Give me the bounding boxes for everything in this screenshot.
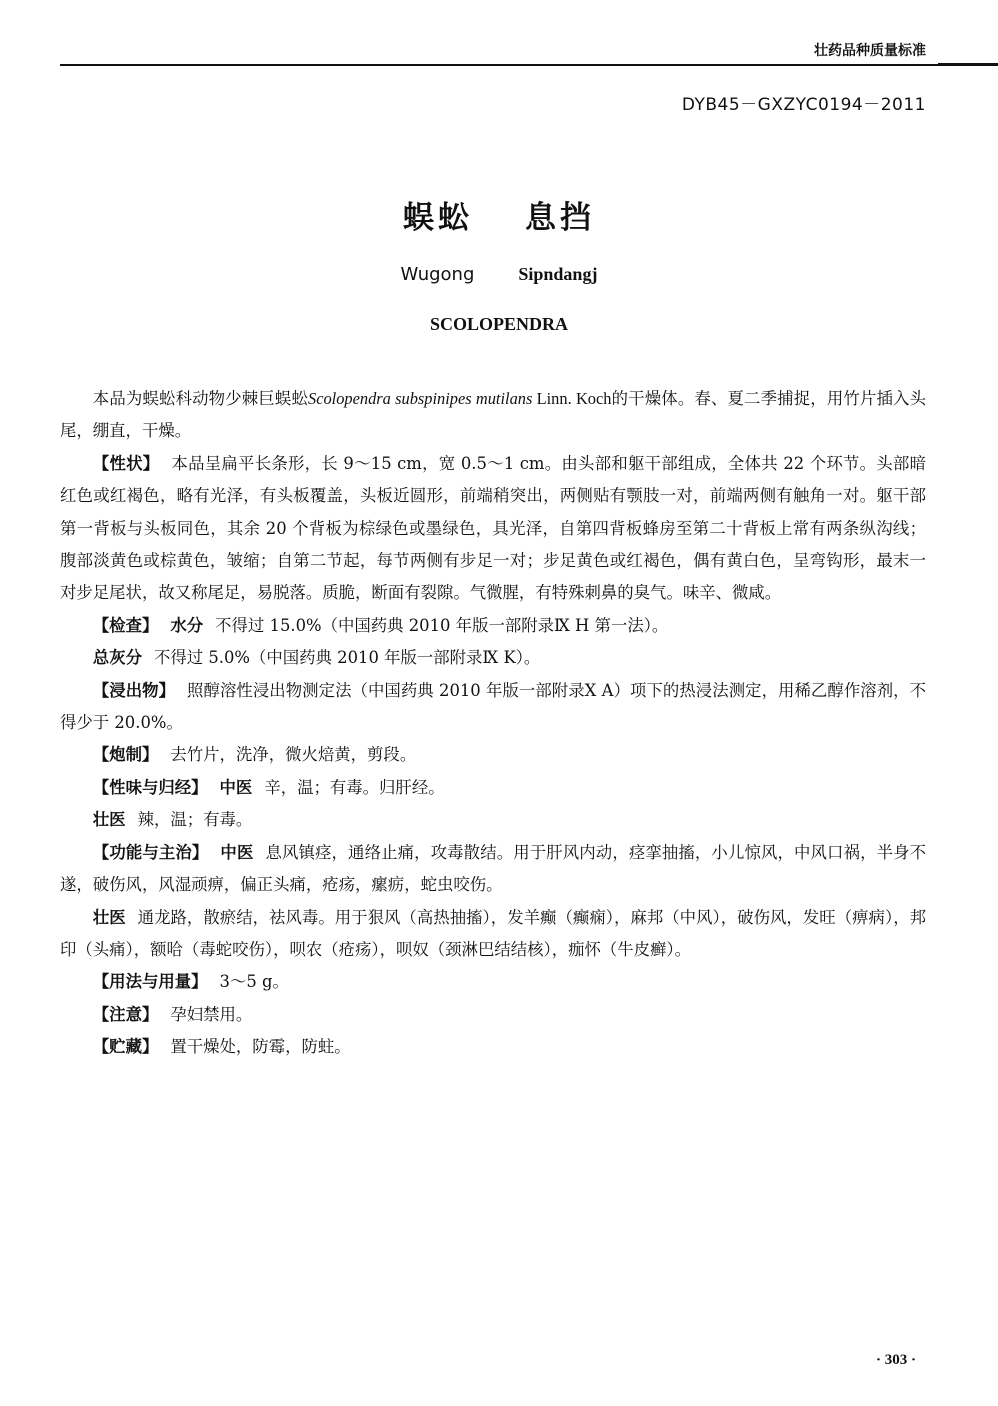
sub-label: 壮医: [92, 810, 126, 830]
species-author: Linn. Koch: [532, 389, 612, 408]
sub-label: 水分: [170, 615, 204, 635]
page-title: [0, 192, 998, 237]
section-xingwei-zhuang: 壮医 辣，温；有毒。: [92, 810, 253, 830]
sub-label: 中医: [219, 777, 253, 797]
section-jiancha: 【检查】 水分 不得过 15.0%（中国药典 2010 年版一部附录Ⅸ H 第一法）。: [92, 615, 669, 635]
section-xingwei: 【性味与归经】 中医 辛，温；有毒。归肝经。: [92, 777, 445, 797]
sub-label: 中医: [220, 842, 254, 862]
section-tag: 【炮制】: [92, 745, 159, 765]
header-rule: [60, 64, 940, 66]
section-yongfa: 【用法与用量】 3～5 g。: [92, 972, 289, 992]
section-tag: 【浸出物】: [92, 680, 176, 700]
section-zhuyi: 【注意】 孕妇禁用。: [92, 1004, 253, 1024]
section-xingzhuang: 【性状】 本品呈扁平长条形，长 9～15 cm，宽 0.5～1 cm。由头部和躯干部组成，全体共 22 个环节。头部暗红色或红褐色，略有光泽，有头板覆盖，头板近圆形，前端稍突出，两侧贴有颚肢一对，前端两侧有触角一对。躯干部第一背板与头板同色，其余 20 个背板为棕绿色或墨绿色，具光泽，自第四背板蜂房至第二十背板上常有两条纵沟线；腹部淡黄色或棕黄色，皱缩；自第二节起，每节两侧有步足一对；步足黄色或红褐色，偶有黄白色，呈弯钩形，最末一对步足尾状，故又称尾足，易脱落。质脆，断面有裂隙。气微腥，有特殊刺鼻的臭气。味辛、微咸。: [60, 453, 927, 603]
section-zhucang: 【贮藏】 置干燥处，防霉，防蛀。: [92, 1037, 351, 1057]
monograph-body: [60, 383, 926, 1064]
section-tag: 【性味与归经】: [92, 777, 208, 797]
section-tag: 【用法与用量】: [92, 972, 208, 992]
title-chinese: 蜈蚣: [403, 200, 473, 236]
section-tag: 【检查】: [92, 615, 159, 635]
section-gongneng: 【功能与主治】 中医 息风镇痉，通络止痛，攻毒散结。用于肝风内动，痉挛抽搐，小儿惊风，中风口祸，半身不遂，破伤风，风湿顽痹，偏正头痛，疮疡，瘰疬，蛇虫咬伤。: [60, 842, 927, 895]
header-rule-extension: [938, 63, 998, 66]
page-number: · 303 ·: [875, 1352, 916, 1368]
document-code: DYB45－GXZYC0194－2011: [681, 95, 926, 115]
running-header-title: 壮药品种质量标准: [814, 43, 926, 59]
section-jinchuwu: 【浸出物】 照醇溶性浸出物测定法（中国药典 2010 年版一部附录Ⅹ A）项下的热浸法测定，用稀乙醇作溶剂，不得少于 20.0%。: [60, 680, 927, 733]
title-zhuang-pinyin: Sipndangj: [518, 264, 598, 284]
title-pinyin-line: [0, 264, 998, 285]
section-tag: 【性状】: [92, 453, 160, 473]
species-name: Scolopendra subspinipes mutilans: [308, 389, 533, 408]
sub-label: 壮医: [92, 907, 126, 927]
section-gongneng-zhuang: 壮医 通龙路，散瘀结，祛风毒。用于狠风（高热抽搐），发羊癫（癫痫），麻邦（中风），破伤风，发旺（痹病），邦印（头痛），额哈（毒蛇咬伤），呗农（疮疡），呗奴（颈淋巴结结核），痂怀（牛皮癣）。: [60, 907, 927, 959]
section-paozhi: 【炮制】 去竹片，洗净，微火焙黄，剪段。: [92, 745, 417, 765]
title-zhuang: 息挡: [525, 200, 595, 236]
intro-paragraph: 本品为蜈蚣科动物少棘巨蜈蚣Scolopendra subspinipes mutilans Linn. Koch的干燥体。春、夏二季捕捉，用竹片插入头尾，绷直，干燥。: [60, 389, 926, 441]
section-jiancha-ash: 总灰分 不得过 5.0%（中国药典 2010 年版一部附录Ⅸ K）。: [92, 648, 541, 668]
title-pinyin: Wugong: [400, 264, 475, 285]
section-tag: 【贮藏】: [92, 1037, 159, 1057]
sub-label: 总灰分: [92, 648, 142, 668]
section-tag: 【功能与主治】: [92, 842, 209, 862]
section-tag: 【注意】: [92, 1004, 159, 1024]
title-latin: SCOLOPENDRA: [429, 314, 568, 334]
